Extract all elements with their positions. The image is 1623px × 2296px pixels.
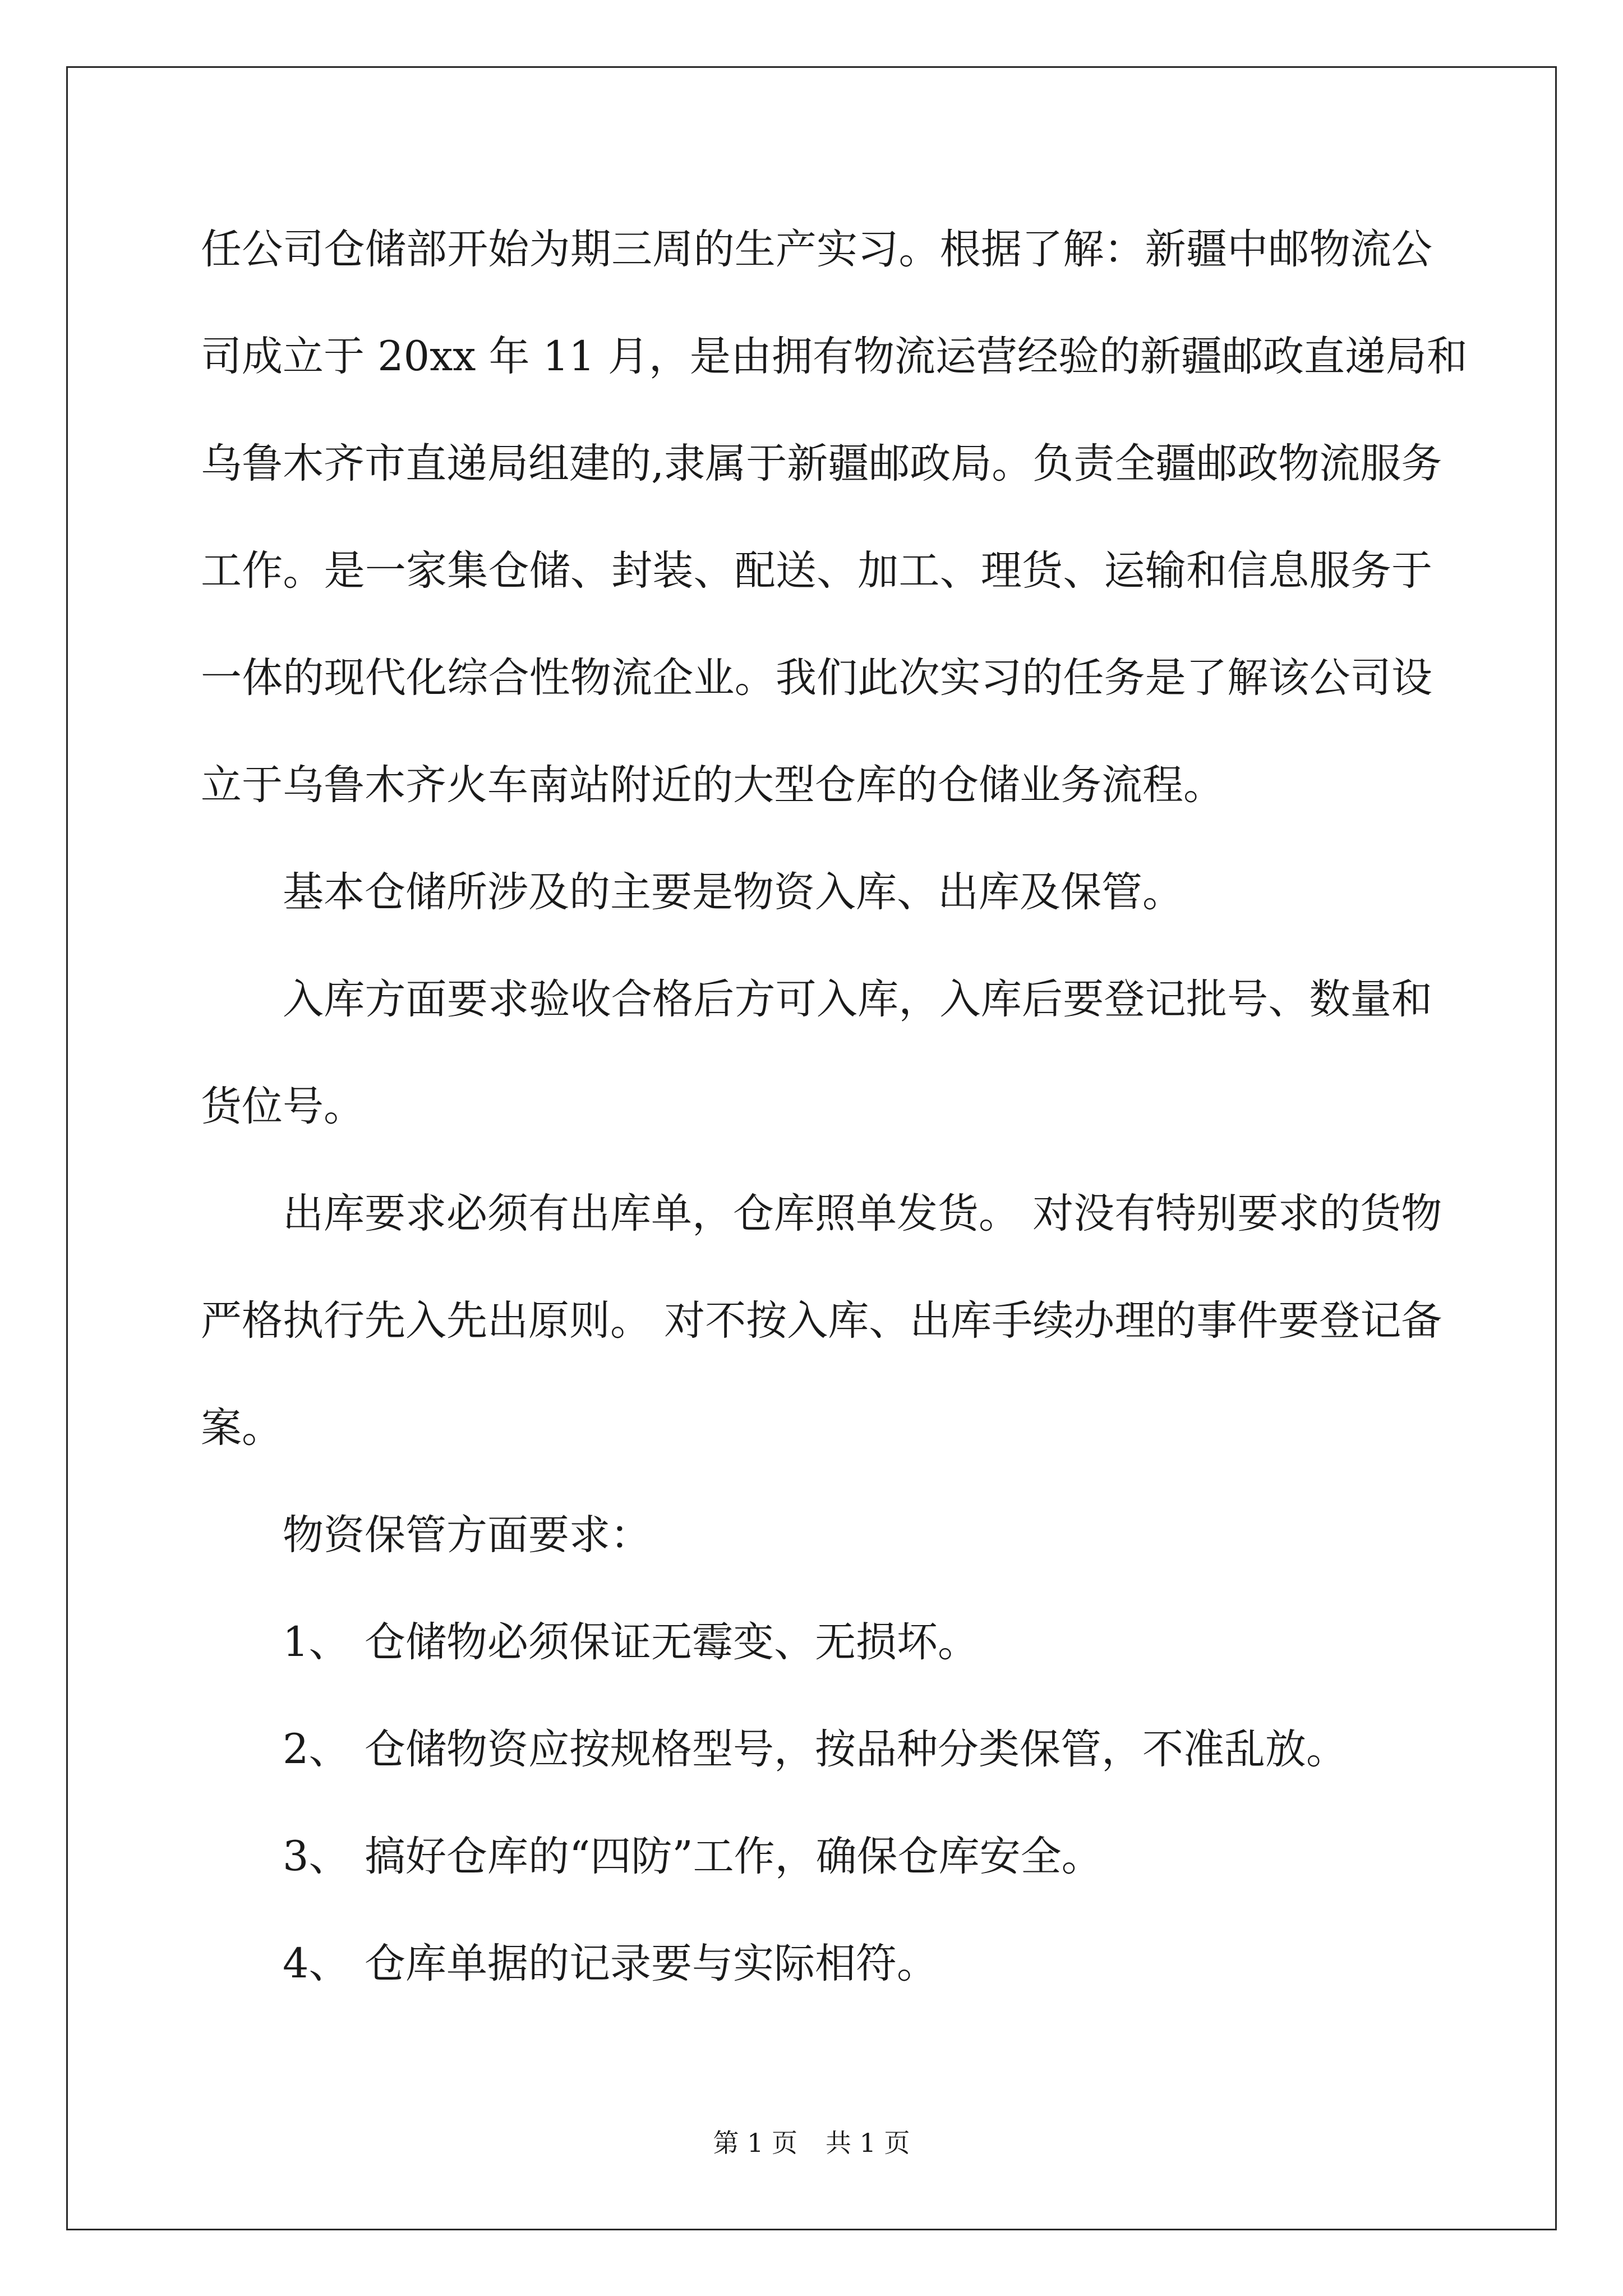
list-item-text: 仓储物资应按规格型号，按品种分类保管，不准乱放。 [365,1726,1347,1773]
list-item-text: 仓储物必须保证无霉变、无损坏。 [365,1618,979,1666]
list-item [201,1710,1432,1818]
page-total: 共 1 页 [826,2128,910,2158]
page-number: 第 1 页 [713,2128,797,2158]
text-line: 物资保管方面要求： [283,1511,651,1559]
list-item [201,1925,1432,2032]
list-item [201,1818,1432,1925]
text-line: 一体的现代化综合性物流企业。我们此次实习的任务是了解该公司设 [201,654,1432,702]
list-item-number: 3、 [283,1833,350,1880]
list-item-number: 1、 [283,1618,350,1666]
text-line: 任公司仓储部开始为期三周的生产实习。根据了解：新疆中邮物流公 [201,226,1432,273]
page-footer [0,2126,1623,2160]
text-line: 司成立于 20xx 年 11 月，是由拥有物流运营经验的新疆邮政直递局和 [201,333,1468,380]
text-line: 货位号。 [201,1083,365,1130]
text-line: 乌鲁木齐市直递局组建的,隶属于新疆邮政局。负责全疆邮政物流服务 [201,440,1442,487]
text-line: 严格执行先入先出原则。 对不按入库、出库手续办理的事件要登记备 [201,1297,1442,1345]
document-body [201,210,1468,2032]
list-item-text: 仓库单据的记录要与实际相符。 [365,1940,938,1987]
list-item-text: 搞好仓库的“四防”工作，确保仓库安全。 [365,1833,1103,1880]
text-line: 案。 [201,1404,283,1452]
list-item-number: 4、 [283,1940,350,1987]
list-item [201,1603,1432,1710]
list-item-number: 2、 [283,1726,350,1773]
text-line: 立于乌鲁木齐火车南站附近的大型仓库的仓储业务流程。 [201,761,1224,809]
text-line: 出库要求必须有出库单，仓库照单发货。 对没有特别要求的货物 [283,1190,1442,1237]
text-line: 工作。是一家集仓储、封装、配送、加工、理货、运输和信息服务于 [201,547,1432,595]
text-line: 入库方面要求验收合格后方可入库，入库后要登记批号、数量和 [283,976,1432,1023]
text-line: 基本仓储所涉及的主要是物资入库、出库及保管。 [283,868,1183,916]
